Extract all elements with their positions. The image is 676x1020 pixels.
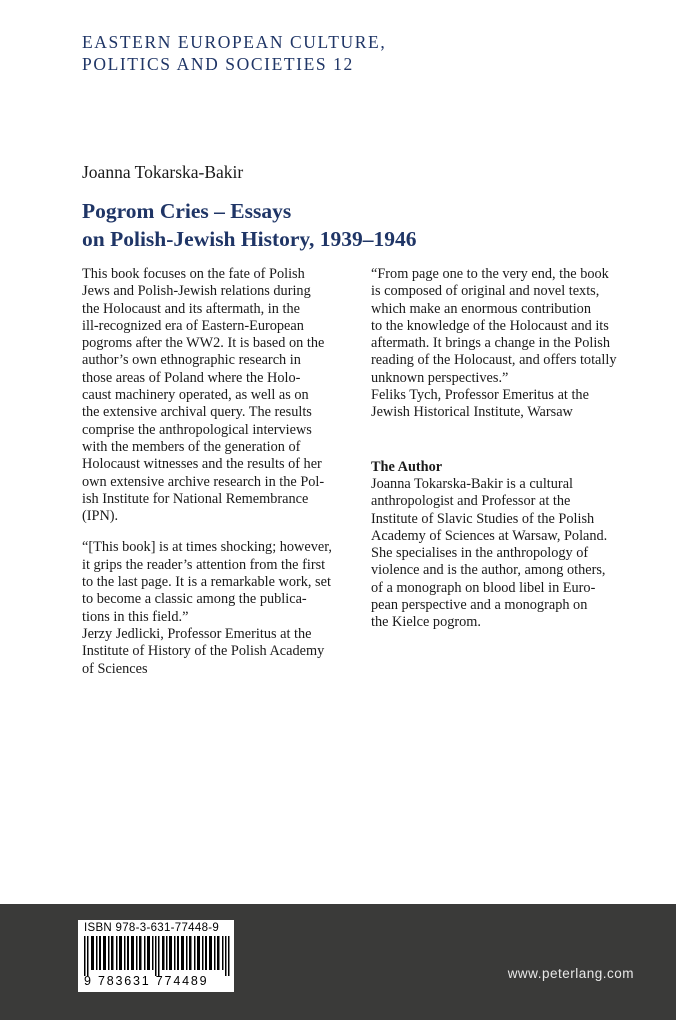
text-line: ish Institute for National Remembrance bbox=[82, 490, 309, 507]
author-heading: The Author bbox=[371, 458, 443, 475]
author-name: Joanna Tokarska-Bakir bbox=[82, 162, 244, 182]
text-line: violence and is the author, among others, bbox=[371, 562, 606, 579]
author-bio bbox=[371, 476, 641, 632]
text-line: author’s own ethnographic research in bbox=[82, 352, 301, 369]
text-line: those areas of Poland where the Holo- bbox=[82, 369, 301, 386]
text-line: own extensive archive research in the Pol- bbox=[82, 473, 325, 490]
text-line: pogroms after the WW2. It is based on the bbox=[82, 335, 325, 352]
text-line: She specialises in the anthropology of bbox=[371, 545, 589, 562]
text-line: Academy of Sciences at Warsaw, Poland. bbox=[371, 527, 608, 544]
text-line: “From page one to the very end, the book bbox=[371, 266, 609, 282]
barcode bbox=[78, 920, 234, 992]
text-line: ill-recognized era of Eastern-European bbox=[82, 317, 304, 334]
text-line: anthropologist and Professor at the bbox=[371, 493, 571, 510]
text-line: to the last page. It is a remarkable work, set bbox=[82, 574, 331, 591]
text-line: unknown perspectives.” bbox=[371, 369, 509, 386]
series-line-2: POLITICS AND SOCIETIES 12 bbox=[82, 53, 354, 74]
text-line: Institute of Slavic Studies of the Polish bbox=[371, 510, 595, 527]
right-column bbox=[371, 266, 641, 632]
text-line: Feliks Tych, Professor Emeritus at the bbox=[371, 387, 589, 404]
text-line: This book focuses on the fate of Polish bbox=[82, 266, 305, 282]
text-line: of Sciences bbox=[82, 660, 148, 677]
barcode-digits: 9 783631 774489 bbox=[84, 974, 209, 988]
text-line: reading of the Holocaust, and offers totally bbox=[371, 352, 617, 369]
series-line-1: EASTERN EUROPEAN CULTURE, bbox=[82, 32, 387, 52]
review-quote-tych bbox=[371, 266, 641, 422]
text-line: Jewish Historical Institute, Warsaw bbox=[371, 404, 573, 421]
text-line: Jerzy Jedlicki, Professor Emeritus at the bbox=[82, 625, 312, 642]
isbn-label: ISBN 978-3-631-77448-9 bbox=[84, 922, 220, 934]
text-line: (IPN). bbox=[82, 508, 119, 525]
series-title bbox=[82, 32, 502, 75]
text-line: Joanna Tokarska-Bakir is a cultural bbox=[371, 475, 574, 492]
text-line: comprise the anthropological interviews bbox=[82, 421, 312, 438]
text-line: Holocaust witnesses and the results of her bbox=[82, 456, 322, 473]
text-line: the extensive archival query. The results bbox=[82, 404, 312, 421]
text-line: of a monograph on blood libel in Euro- bbox=[371, 579, 596, 596]
publisher-website[interactable]: www.peterlang.com bbox=[507, 966, 634, 981]
text-line: it grips the reader’s attention from the first bbox=[82, 556, 326, 573]
text-line: tions in this field.” bbox=[82, 608, 189, 625]
text-line: to become a classic among the publica- bbox=[82, 591, 307, 608]
text-line: the Kielce pogrom. bbox=[371, 614, 481, 631]
text-line: which make an enormous contribution bbox=[371, 300, 591, 317]
description-paragraph bbox=[82, 266, 358, 525]
barcode-bars bbox=[84, 936, 230, 976]
text-line: with the members of the generation of bbox=[82, 438, 301, 455]
title-line-1: Pogrom Cries – Essays bbox=[82, 199, 292, 223]
text-line: pean perspective and a monograph on bbox=[371, 597, 588, 614]
book-title bbox=[82, 197, 416, 253]
text-line: to the knowledge of the Holocaust and its bbox=[371, 317, 609, 334]
left-column bbox=[82, 266, 358, 678]
review-quote-jedlicki bbox=[82, 539, 358, 677]
text-line: the Holocaust and its aftermath, in the bbox=[82, 300, 300, 317]
text-line: is composed of original and novel texts, bbox=[371, 283, 600, 300]
text-line: aftermath. It brings a change in the Polish bbox=[371, 335, 611, 352]
text-line: Institute of History of the Polish Academy bbox=[82, 643, 325, 660]
text-line: Jews and Polish-Jewish relations during bbox=[82, 283, 311, 300]
text-line: “[This book] is at times shocking; however, bbox=[82, 539, 332, 556]
title-line-2: on Polish-Jewish History, 1939–1946 bbox=[82, 227, 417, 251]
text-line: caust machinery operated, as well as on bbox=[82, 387, 309, 404]
